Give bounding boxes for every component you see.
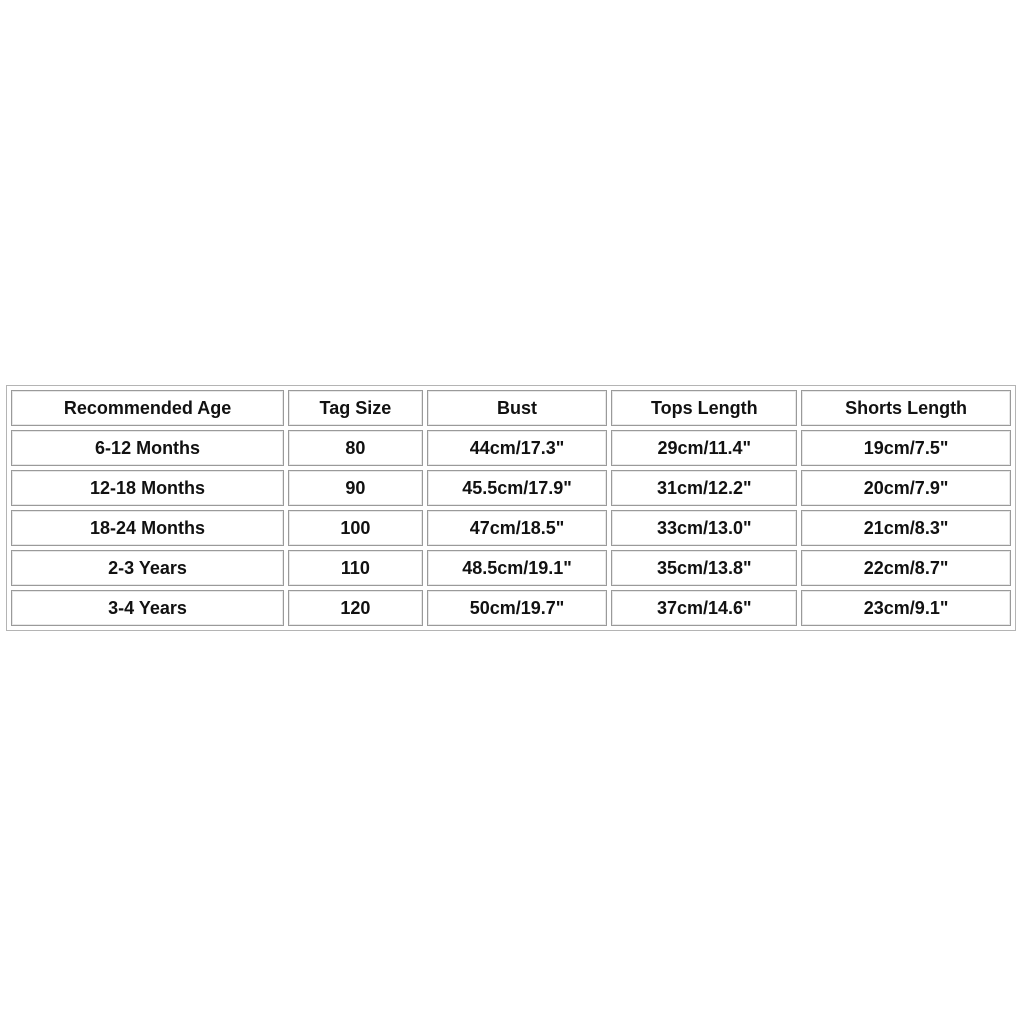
header-tops-length: Tops Length [611, 390, 797, 426]
cell-bust: 45.5cm/17.9" [427, 470, 608, 506]
header-shorts-length: Shorts Length [801, 390, 1011, 426]
cell-shorts-length: 21cm/8.3" [801, 510, 1011, 546]
cell-recommended-age: 18-24 Months [11, 510, 284, 546]
cell-recommended-age: 3-4 Years [11, 590, 284, 626]
cell-bust: 50cm/19.7" [427, 590, 608, 626]
table-row [11, 470, 1011, 506]
header-recommended-age: Recommended Age [11, 390, 284, 426]
table-row [11, 430, 1011, 466]
cell-tops-length: 33cm/13.0" [611, 510, 797, 546]
header-tag-size: Tag Size [288, 390, 423, 426]
header-bust: Bust [427, 390, 608, 426]
table-row [11, 590, 1011, 626]
cell-tag-size: 110 [288, 550, 423, 586]
cell-shorts-length: 19cm/7.5" [801, 430, 1011, 466]
size-chart-table [6, 385, 1016, 631]
cell-tag-size: 80 [288, 430, 423, 466]
table-row [11, 550, 1011, 586]
cell-recommended-age: 6-12 Months [11, 430, 284, 466]
cell-tops-length: 29cm/11.4" [611, 430, 797, 466]
cell-tag-size: 100 [288, 510, 423, 546]
cell-shorts-length: 22cm/8.7" [801, 550, 1011, 586]
cell-tops-length: 35cm/13.8" [611, 550, 797, 586]
cell-bust: 47cm/18.5" [427, 510, 608, 546]
cell-tops-length: 31cm/12.2" [611, 470, 797, 506]
cell-shorts-length: 23cm/9.1" [801, 590, 1011, 626]
cell-recommended-age: 2-3 Years [11, 550, 284, 586]
cell-tag-size: 90 [288, 470, 423, 506]
cell-tag-size: 120 [288, 590, 423, 626]
cell-bust: 48.5cm/19.1" [427, 550, 608, 586]
cell-recommended-age: 12-18 Months [11, 470, 284, 506]
cell-bust: 44cm/17.3" [427, 430, 608, 466]
cell-tops-length: 37cm/14.6" [611, 590, 797, 626]
table-header-row [11, 390, 1011, 426]
cell-shorts-length: 20cm/7.9" [801, 470, 1011, 506]
table-row [11, 510, 1011, 546]
